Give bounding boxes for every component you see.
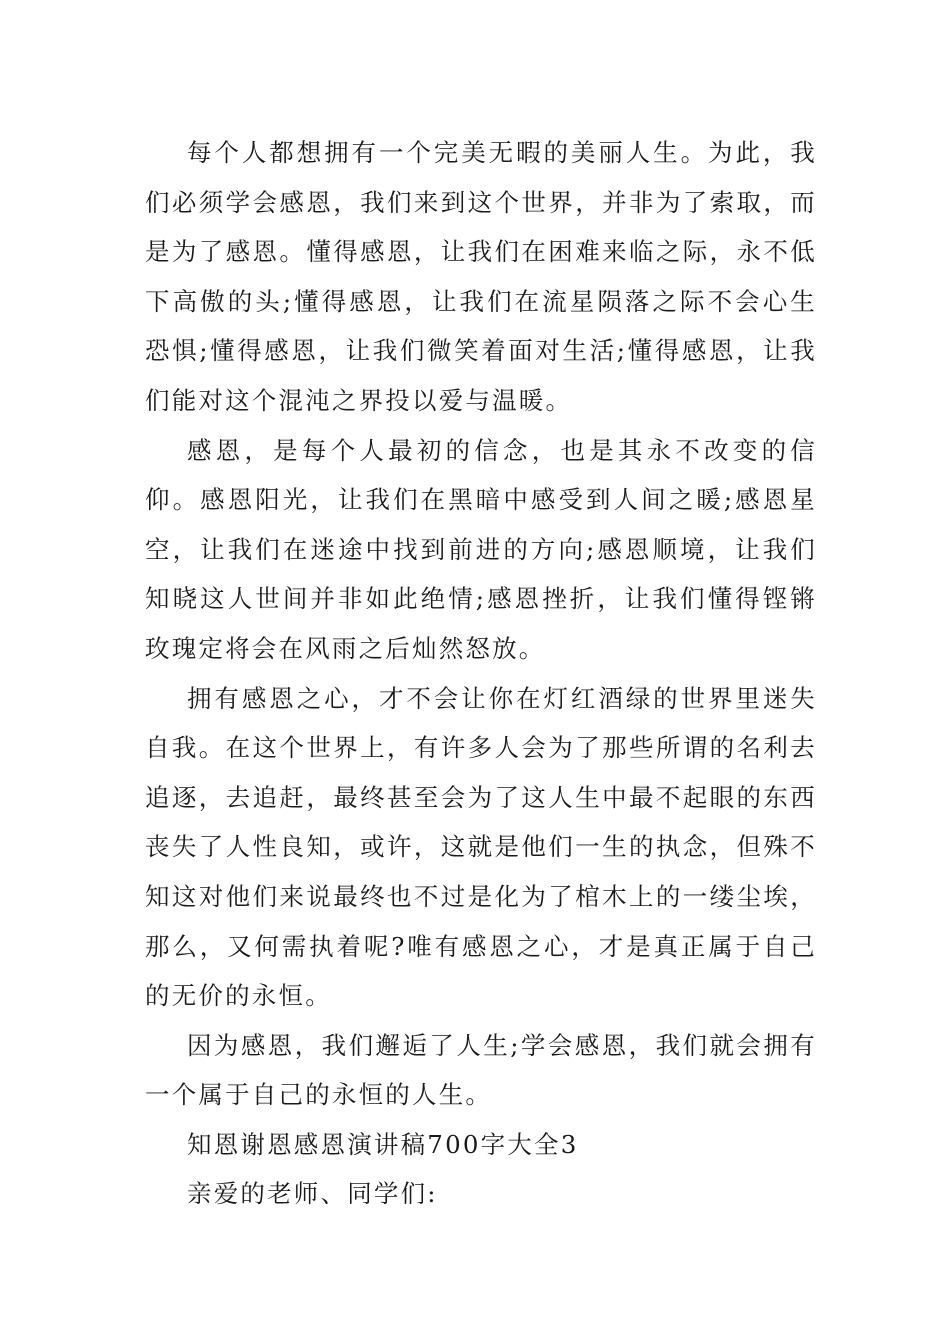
paragraph-2: 感恩，是每个人最初的信念，也是其永不改变的信仰。感恩阳光，让我们在黑暗中感受到人间之暖;感恩星空，让我们在迷途中找到前进的方向;感恩顺境，让我们知晓这人世间并非如此绝情;感恩挫折，让我们懂得铿锵玫瑰定将会在风雨之后灿然怒放。 (145, 435, 817, 663)
salutation: 亲爱的老师、同学们: (187, 1179, 438, 1209)
document-page (145, 128, 817, 1219)
section-heading: 知恩谢恩感恩演讲稿700字大全3 (187, 1129, 579, 1159)
paragraph-4: 因为感恩，我们邂逅了人生;学会感恩，我们就会拥有一个属于自己的永恒的人生。 (145, 1030, 817, 1110)
paragraph-1: 每个人都想拥有一个完美无暇的美丽人生。为此，我们必须学会感恩，我们来到这个世界，并非为了索取，而是为了感恩。懂得感恩，让我们在困难来临之际，永不低下高傲的头;懂得感恩，让我们在流星陨落之际不会心生恐惧;懂得感恩，让我们微笑着面对生活;懂得感恩，让我们能对这个混沌之界投以爱与温暖。 (145, 138, 817, 415)
paragraph-3: 拥有感恩之心，才不会让你在灯红酒绿的世界里迷失自我。在这个世界上，有许多人会为了那些所谓的名利去追逐，去追赶，最终甚至会为了这人生中最不起眼的东西丧失了人性良知，或许，这就是他们一生的执念，但殊不知这对他们来说最终也不过是化为了棺木上的一缕尘埃，那么，又何需执着呢?唯有感恩之心，才是真正属于自己的无价的永恒。 (145, 683, 817, 1011)
